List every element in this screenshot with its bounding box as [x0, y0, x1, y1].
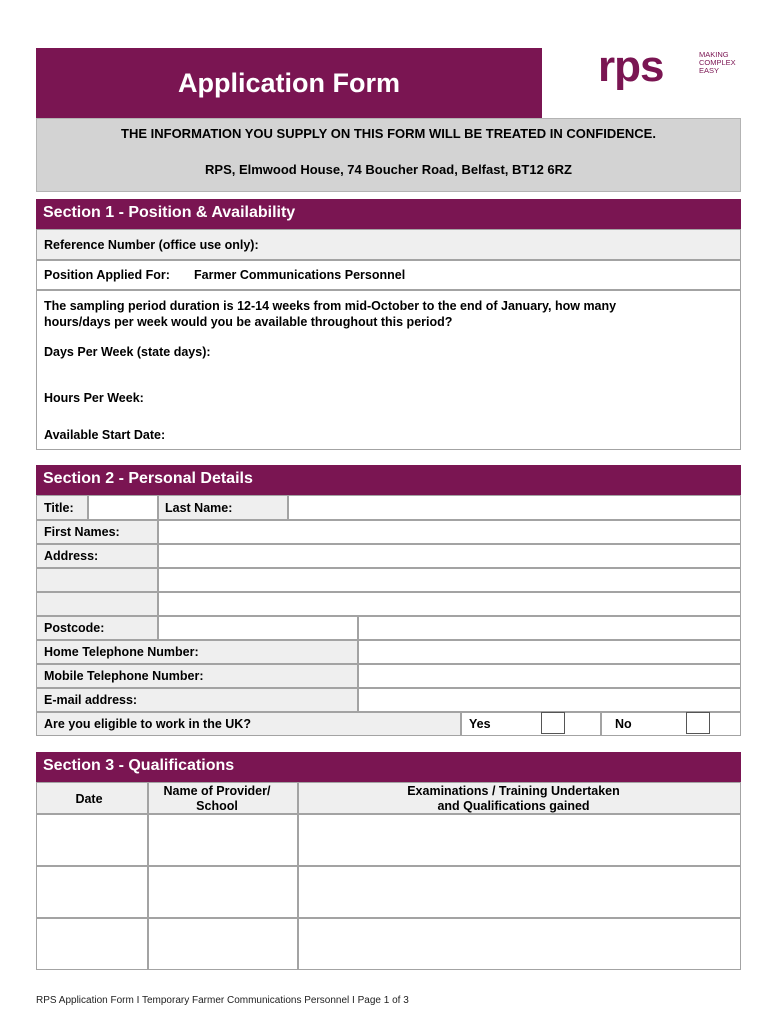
yes-checkbox[interactable] — [541, 712, 565, 734]
qualification-provider-cell[interactable] — [148, 866, 298, 918]
mobile-phone-input[interactable] — [358, 664, 741, 688]
rps-logo — [598, 42, 748, 93]
address-label: Address: — [44, 549, 99, 563]
postcode-input[interactable] — [158, 616, 358, 640]
first-names-label-cell — [36, 520, 158, 544]
address-spacer-cell — [36, 568, 158, 592]
position-applied-field[interactable] — [36, 260, 741, 290]
reference-number-label: Reference Number (office use only): — [44, 238, 259, 252]
email-input[interactable] — [358, 688, 741, 712]
home-phone-input[interactable] — [358, 640, 741, 664]
logo-wordmark: rps — [598, 42, 664, 91]
column-header-date — [36, 782, 148, 814]
eligibility-yes-cell — [461, 712, 601, 736]
address-label-cell — [36, 544, 158, 568]
home-phone-label: Home Telephone Number: — [44, 645, 199, 659]
sampling-question-line-2: hours/days per week would you be available throughout this period? — [44, 315, 453, 329]
days-per-week-label[interactable]: Days Per Week (state days): — [44, 345, 211, 359]
address-spacer-cell — [36, 592, 158, 616]
position-applied-value: Farmer Communications Personnel — [194, 268, 406, 282]
provider-header-line-2: School — [196, 799, 238, 813]
home-phone-label-cell — [36, 640, 358, 664]
company-address: RPS, Elmwood House, 74 Boucher Road, Belfast, BT12 6RZ — [205, 162, 572, 177]
position-applied-label: Position Applied For: — [44, 268, 170, 282]
postcode-spacer — [358, 616, 741, 640]
eligibility-no-cell — [601, 712, 741, 736]
title-label: Title: — [44, 501, 74, 515]
section-3-header: Section 3 - Qualifications — [36, 752, 741, 782]
qualification-date-cell[interactable] — [36, 918, 148, 970]
section-2-header: Section 2 - Personal Details — [36, 465, 741, 495]
date-header-label: Date — [75, 792, 103, 806]
postcode-label-cell — [36, 616, 158, 640]
eligibility-label: Are you eligible to work in the UK? — [44, 717, 251, 731]
last-name-label-cell — [158, 495, 288, 520]
qualification-date-cell[interactable] — [36, 866, 148, 918]
first-names-label: First Names: — [44, 525, 120, 539]
start-date-label[interactable]: Available Start Date: — [44, 428, 166, 442]
first-names-input[interactable] — [158, 520, 741, 544]
qualification-exams-cell[interactable] — [298, 918, 741, 970]
column-header-provider — [148, 782, 298, 814]
last-name-label: Last Name: — [165, 501, 233, 515]
provider-header-line-1: Name of Provider/ — [163, 784, 271, 798]
email-label-cell — [36, 688, 358, 712]
yes-label: Yes — [469, 717, 491, 731]
qualification-provider-cell[interactable] — [148, 814, 298, 866]
hours-per-week-label[interactable]: Hours Per Week: — [44, 391, 144, 405]
qualification-exams-cell[interactable] — [298, 866, 741, 918]
mobile-phone-label: Mobile Telephone Number: — [44, 669, 204, 683]
mobile-phone-label-cell — [36, 664, 358, 688]
sampling-question-line-1: The sampling period duration is 12-14 weeks from mid-October to the end of January, how many — [44, 299, 617, 313]
column-header-exams — [298, 782, 741, 814]
no-label: No — [615, 717, 632, 731]
address-input-line-2[interactable] — [158, 568, 741, 592]
qualification-exams-cell[interactable] — [298, 814, 741, 866]
confidentiality-notice: THE INFORMATION YOU SUPPLY ON THIS FORM WILL BE TREATED IN CONFIDENCE. — [121, 126, 656, 141]
title-label-cell — [36, 495, 88, 520]
address-input-line-1[interactable] — [158, 544, 741, 568]
email-label: E-mail address: — [44, 693, 138, 707]
address-input-line-3[interactable] — [158, 592, 741, 616]
availability-block — [36, 290, 741, 450]
page-footer: RPS Application Form I Temporary Farmer Communications Personnel I Page 1 of 3 — [36, 995, 409, 1006]
postcode-label: Postcode: — [44, 621, 105, 635]
reference-number-field[interactable] — [36, 229, 741, 260]
logo-tagline: MAKING COMPLEX EASY — [699, 50, 736, 75]
exams-header-line-1: Examinations / Training Undertaken — [407, 784, 620, 798]
exams-header-line-2: and Qualifications gained — [437, 799, 590, 813]
qualification-date-cell[interactable] — [36, 814, 148, 866]
section-1-header: Section 1 - Position & Availability — [36, 199, 741, 229]
page-title: Application Form — [178, 68, 400, 98]
last-name-input[interactable] — [288, 495, 741, 520]
qualification-provider-cell[interactable] — [148, 918, 298, 970]
eligibility-label-cell — [36, 712, 461, 736]
title-input[interactable] — [88, 495, 158, 520]
no-checkbox[interactable] — [686, 712, 710, 734]
